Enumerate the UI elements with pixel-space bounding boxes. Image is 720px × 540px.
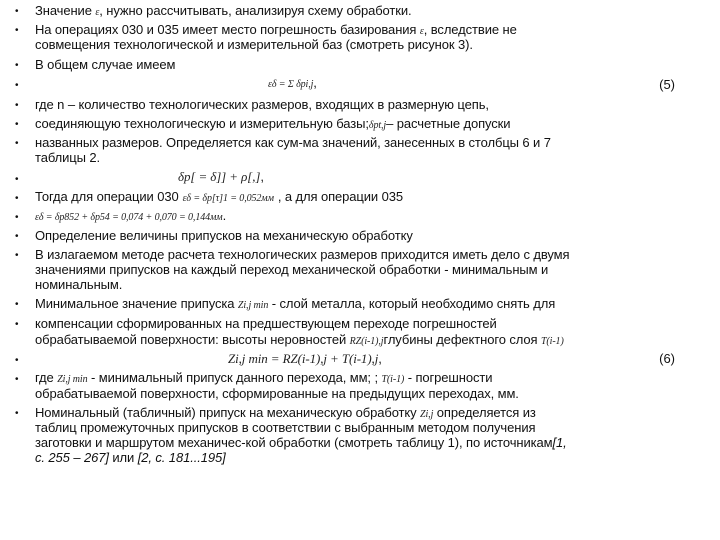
text-segment: - минимальный припуск данного перехода, мм;: [87, 370, 375, 385]
formula-inline: δрt,j: [368, 120, 387, 131]
text-line: номинальным.: [35, 277, 123, 292]
bullet: •: [15, 299, 19, 310]
formula: δр[ = δ]] + ρ[,]: [178, 169, 261, 184]
formula: Zi,j min = RZ(i-1),j + T(i-1),j: [228, 351, 379, 366]
text-line: [35, 297, 555, 313]
text-segment: где: [35, 370, 58, 385]
bullet: •: [15, 231, 19, 242]
text-segment: Значение: [35, 3, 96, 18]
bullet: •: [15, 319, 19, 330]
bullet: •: [15, 60, 19, 71]
bullet: •: [15, 355, 19, 366]
text-line: В излагаемом методе расчета технологических размеров приходится иметь дело с двумя: [35, 247, 570, 262]
formula-punct: ,: [260, 169, 264, 184]
bullet: •: [15, 174, 19, 185]
bullet: •: [15, 250, 19, 261]
text-line: обрабатываемой поверхности, сформированные на предыдущих переходах, мм.: [35, 386, 519, 401]
bullet: •: [15, 374, 19, 385]
text-line: [35, 371, 492, 387]
formula-inline: Zi,j min: [237, 300, 269, 311]
formula-inline: ε: [95, 7, 100, 18]
formula-inline: Zi,j: [420, 409, 434, 420]
formula-line: [268, 76, 317, 92]
text-line: [35, 451, 226, 465]
text-line: [35, 4, 412, 20]
formula-inline: Zi,j min: [57, 374, 88, 385]
text-segment: Тогда для операции 030: [35, 189, 179, 204]
formula-inline: T(i-1): [540, 336, 564, 347]
text-line: названных размеров. Определяется как сум-ма значений, занесенных в столбцы 6 и 7: [35, 135, 551, 150]
text-line: [35, 190, 403, 206]
text-segment: определяется из: [433, 405, 536, 420]
text-segment: - слой металла, который необходимо снять для: [268, 296, 556, 311]
citation: с. 255 – 267]: [35, 450, 109, 465]
formula-inline: T(i-1): [381, 374, 405, 385]
text-line: значениями припусков на каждый переход механической обработки - минимальным и: [35, 262, 549, 277]
formula-punct: .: [222, 208, 227, 223]
text-segment: – расчетные допуски: [386, 116, 511, 131]
equation-number: (6): [659, 351, 675, 366]
text-line: где n – количество технологических размеров, входящих в размерную цепь,: [35, 97, 489, 112]
text-line: [35, 436, 567, 450]
citation: [2, с. 181...195]: [137, 450, 226, 465]
text-segment: , нужно рассчитывать, анализируя схему обработки.: [99, 3, 412, 18]
text-line: таблицы 2.: [35, 150, 100, 165]
formula-inline: εδ = δр[τ]1 = 0,052мм: [182, 193, 274, 204]
text-segment: На операциях 030 и 035 имеет место погрешность базирования: [35, 22, 420, 37]
bullet: •: [15, 6, 19, 17]
text-segment: или: [108, 450, 138, 465]
section-heading: Определение величины припусков на механическую обработку: [35, 228, 413, 243]
formula-punct: ,: [378, 351, 382, 366]
bullet: •: [15, 138, 19, 149]
text-segment: ;: [374, 370, 382, 385]
bullet: •: [15, 212, 19, 223]
bullet: •: [15, 80, 19, 91]
formula-punct: ,: [313, 75, 317, 90]
text-segment: , вследствие не: [423, 22, 517, 37]
text-segment: глубины дефектного слоя: [383, 332, 541, 347]
formula-line: [228, 352, 382, 366]
text-line: В общем случае имеем: [35, 57, 176, 72]
formula-line: [35, 209, 226, 225]
text-line: таблиц промежуточных припусков в соответствии с выбранным методом получения: [35, 420, 536, 435]
bullet: •: [15, 119, 19, 130]
bullet: •: [15, 193, 19, 204]
citation: [1,: [552, 435, 567, 450]
text-line: [35, 333, 564, 349]
bullet: •: [15, 408, 19, 419]
text-segment: обрабатываемой поверхности: высоты неровностей: [35, 332, 350, 347]
equation-number: (5): [659, 77, 675, 92]
formula: εδ = Σ δрi,j: [268, 79, 314, 90]
text-segment: , а для операции 035: [277, 189, 403, 204]
bullet: •: [15, 25, 19, 36]
formula-inline: RZ(i-1),j: [349, 336, 384, 347]
formula-inline: ε: [419, 26, 424, 37]
text-line: [35, 117, 510, 133]
text-segment: Минимальное значение припуска: [35, 296, 238, 311]
formula: εδ = δр852 + δр54 = 0,074 + 0,070 = 0,144мм: [35, 212, 223, 223]
formula-line: [178, 170, 264, 184]
text-segment: соединяющую технологическую и измерительную базы;: [35, 116, 369, 131]
bullet: •: [15, 100, 19, 111]
text-segment: Номинальный (табличный) припуск на механическую обработку: [35, 405, 421, 420]
text-line: компенсации сформированных на предшествующем переходе погрешностей: [35, 316, 497, 331]
text-segment: - погрешности: [404, 370, 493, 385]
text-segment: заготовки и маршрутом механичес-кой обработки (смотреть таблицу 1), по источникам: [35, 435, 553, 450]
text-line: совмещения технологической и измерительной баз (смотреть рисунок 3).: [35, 37, 473, 52]
